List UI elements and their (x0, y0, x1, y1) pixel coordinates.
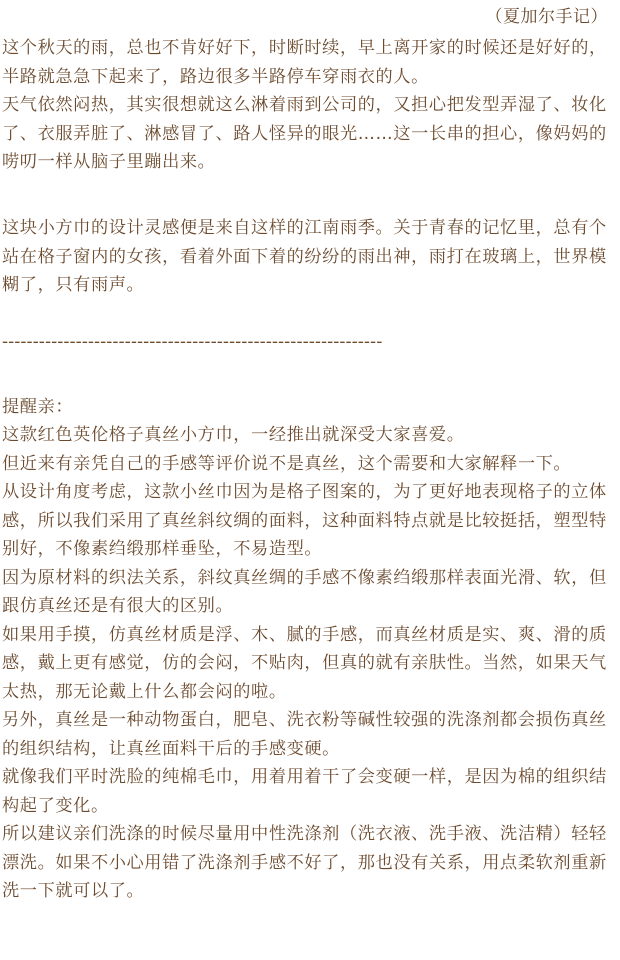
notice-line-2: 但近来有亲凭自己的手感等评价说不是真丝，这个需要和大家解释一下。 (2, 453, 572, 474)
notice-section (2, 421, 616, 906)
notice-line-3: 从设计角度考虑，这款小丝巾因为是格子图案的，为了更好地表现格子的立体感，所以我们采用了真丝斜纹绸的面料，这种面料特点就是比较挺括，塑型特别好，不像素绉缎那样垂坠，不易造型。 (2, 482, 607, 559)
notice-line-8: 所以建议亲们洗涤的时候尽量用中性洗涤剂（洗衣液、洗手液、洗洁精）轻轻漂洗。如果不小心用错了洗涤剂手感不好了，那也没有关系，用点柔软剂重新洗一下就可以了。 (2, 824, 607, 901)
notice-heading: 提醒亲： (2, 397, 74, 417)
story-paragraph-2: 天气依然闷热，其实很想就这么淋着雨到公司的，又担心把发型弄湿了、妆化了、衣服弄脏了、淋感冒了、路人怪异的眼光……这一长串的担心，像妈妈的唠叨一样从脑子里蹦出来。 (2, 95, 607, 172)
inspiration-section (2, 214, 616, 300)
notice-line-7: 就像我们平时洗脸的纯棉毛巾，用着用着干了会变硬一样，是因为棉的组织结构起了变化。 (2, 767, 607, 816)
story-paragraph-3: 这块小方巾的设计灵感便是来自这样的江南雨季。关于青春的记忆里，总有个站在格子窗内的女孩，看着外面下着的纷纷的雨出神，雨打在玻璃上，世界模糊了，只有雨声。 (2, 218, 607, 295)
story-paragraph-1: 这个秋天的雨，总也不肯好好下，时断时续，早上离开家的时候还是好好的，半路就急急下起来了，路边很多半路停车穿雨衣的人。 (2, 38, 607, 87)
separator-line: -------------------------------------------------------------- (2, 332, 383, 352)
story-section (2, 34, 616, 177)
notice-line-6: 另外，真丝是一种动物蛋白，肥皂、洗衣粉等碱性较强的洗涤剂都会损伤真丝的组织结构，让真丝面料干后的手感变硬。 (2, 710, 607, 759)
notice-line-5: 如果用手摸，仿真丝材质是浮、木、腻的手感，而真丝材质是实、爽、滑的质感，戴上更有感觉，仿的会闷，不贴肉，但真的就有亲肤性。当然，如果天气太热，那无论戴上什么都会闷的啦。 (2, 624, 607, 702)
notice-line-1: 这款红色英伦格子真丝小方巾，一经推出就深受大家喜爱。 (2, 425, 465, 445)
source-note: （夏加尔手记） (485, 7, 608, 27)
notice-line-4: 因为原材料的织法关系，斜纹真丝绸的手感不像素绉缎那样表面光滑、软，但跟仿真丝还是有很大的区别。 (2, 567, 607, 616)
